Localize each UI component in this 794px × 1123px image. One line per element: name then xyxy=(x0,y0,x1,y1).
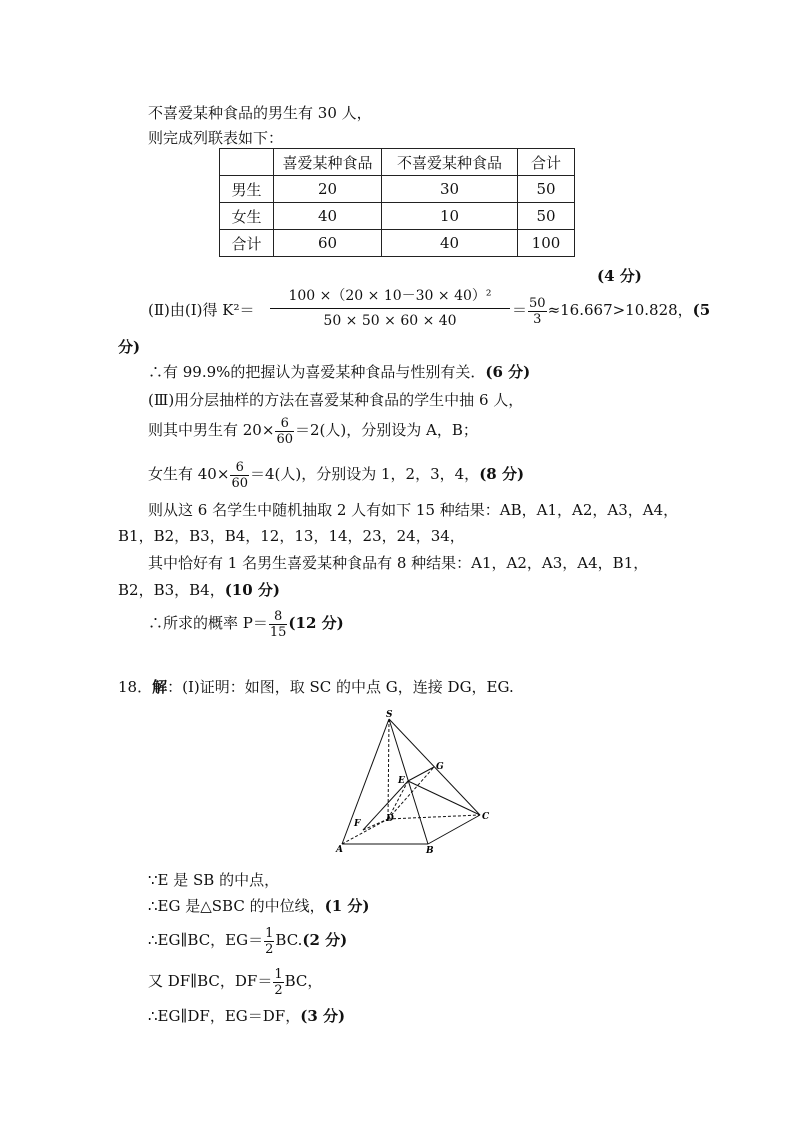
chi-square-fraction xyxy=(270,287,510,330)
fraction-denominator: 3 xyxy=(533,311,542,327)
segment-DG xyxy=(388,767,434,819)
vertex-label: E xyxy=(398,776,405,786)
table-row xyxy=(220,230,575,257)
fraction-denominator: 60 xyxy=(231,475,248,491)
text-span: ∴EG 是△SBC 的中位线， xyxy=(148,897,325,915)
vertex-label: C xyxy=(482,812,490,822)
table-row xyxy=(220,203,575,230)
table-cell: 10 xyxy=(382,203,518,230)
edge-SC xyxy=(389,719,480,815)
text-span: ＝2(人)，分别设为 A，B； xyxy=(294,421,478,439)
text-line: B1，B2，B3，B4，12，13，14，23，24，34， xyxy=(118,527,465,545)
question-heading xyxy=(118,677,514,697)
score-label: (1 分) xyxy=(324,897,370,915)
text-span: 又 DF∥BC，DF＝ xyxy=(148,972,273,990)
vertex-label: S xyxy=(386,710,393,720)
text-line xyxy=(148,963,322,999)
fraction-denominator: 50 × 50 × 60 × 40 xyxy=(323,313,457,329)
vertex-label: F xyxy=(354,819,361,829)
pyramid-figure xyxy=(330,705,500,855)
text-line: ∵E 是 SB 的中点， xyxy=(148,871,280,889)
edge-DC xyxy=(388,815,480,819)
table-cell: 男生 xyxy=(220,176,274,203)
fraction-numerator: 100 ×（20 × 10－30 × 40）² xyxy=(270,287,510,309)
table-cell: 50 xyxy=(518,203,575,230)
equals-sign: ＝ xyxy=(512,301,528,319)
score-label: (3 分) xyxy=(300,1007,346,1025)
fraction-numerator: 1 xyxy=(274,966,283,982)
text-span: ＝4(人)，分别设为 1，2，3，4， xyxy=(249,465,480,483)
table-cell xyxy=(220,149,274,176)
fraction-numerator: 6 xyxy=(230,460,249,476)
fraction-denominator: 60 xyxy=(276,431,293,447)
fraction-denominator: 2 xyxy=(274,982,283,998)
text-line: 其中恰好有 1 名男生喜爱某种食品有 8 种结果：A1，A2，A3，A4，B1， xyxy=(148,554,649,572)
text-span: 则其中男生有 20× xyxy=(148,421,275,439)
text-line xyxy=(148,362,530,382)
fraction-numerator: 8 xyxy=(269,609,288,625)
segment-EC xyxy=(408,781,480,815)
fraction xyxy=(269,609,288,640)
edge-AD xyxy=(342,819,388,844)
score-label: (10 分) xyxy=(224,581,280,599)
formula-result xyxy=(512,292,710,328)
text-line xyxy=(148,896,369,916)
table-cell: 不喜爱某种食品 xyxy=(382,149,518,176)
conclusion-text: ∴有 99.9%的把握认为喜爱某种食品与性别有关． xyxy=(148,363,486,381)
text-span: ∴EG∥DF，EG＝DF， xyxy=(148,1007,301,1025)
fraction xyxy=(275,416,294,447)
vertex-label: D xyxy=(386,814,394,824)
text-span: BC. xyxy=(275,931,303,949)
edge-BC xyxy=(428,815,480,844)
table-cell: 30 xyxy=(382,176,518,203)
formula-suffix: ≈16.667>10.828， xyxy=(547,301,693,319)
vertex-label: G xyxy=(436,762,444,772)
fraction-denominator: 15 xyxy=(269,624,287,640)
vertex-label: A xyxy=(336,845,343,855)
fraction-denominator: 2 xyxy=(265,941,274,957)
score-label: 分) xyxy=(118,338,141,356)
fraction xyxy=(230,460,249,491)
text-span: BC， xyxy=(284,972,323,990)
table-row xyxy=(220,176,575,203)
text-line xyxy=(118,580,280,600)
fraction xyxy=(264,926,274,957)
table-cell: 女生 xyxy=(220,203,274,230)
text-span: B2，B3，B4， xyxy=(118,581,225,599)
segment-EG xyxy=(408,767,434,781)
score-label: (12 分) xyxy=(288,614,344,632)
contingency-table xyxy=(219,148,575,257)
text-line xyxy=(148,412,478,448)
text-span: ：(Ⅰ)证明：如图，取 SC 的中点 G，连接 DG，EG. xyxy=(167,678,514,696)
table-cell: 40 xyxy=(382,230,518,257)
question-number: 18． xyxy=(118,678,153,696)
table-header-row xyxy=(220,149,575,176)
table-cell: 60 xyxy=(274,230,382,257)
text-span: ∴EG∥BC，EG＝ xyxy=(148,931,264,949)
table-cell: 40 xyxy=(274,203,382,230)
score-label: (8 分) xyxy=(479,465,525,483)
text-line: 不喜爱某种食品的男生有 30 人， xyxy=(148,104,372,122)
score-label: (2 分) xyxy=(302,931,348,949)
fraction-numerator: 50 xyxy=(529,295,546,311)
vertex-label: B xyxy=(426,846,434,855)
table-cell: 100 xyxy=(518,230,575,257)
text-line xyxy=(148,922,347,958)
edge-SA xyxy=(342,719,389,844)
score-label: (4 分) xyxy=(597,267,642,285)
fraction-numerator: 6 xyxy=(275,416,294,432)
fraction xyxy=(273,967,283,998)
text-span: ∴所求的概率 P＝ xyxy=(148,614,268,632)
solution-label: 解 xyxy=(152,678,168,696)
table-cell: 喜爱某种食品 xyxy=(274,149,382,176)
text-line xyxy=(148,605,344,641)
table-cell: 合计 xyxy=(220,230,274,257)
text-line xyxy=(148,1006,345,1026)
text-line: (Ⅲ)用分层抽样的方法在喜爱某种食品的学生中抽 6 人， xyxy=(148,391,524,409)
text-line: 则从这 6 名学生中随机抽取 2 人有如下 15 种结果：AB，A1，A2，A3，A4， xyxy=(148,501,679,519)
table-cell: 20 xyxy=(274,176,382,203)
fraction-numerator: 1 xyxy=(265,925,274,941)
score-label: (5 xyxy=(692,301,711,319)
edge-SD xyxy=(388,719,389,819)
text-line xyxy=(148,456,524,492)
text-line: 则完成列联表如下： xyxy=(148,129,284,147)
segment-FD xyxy=(363,819,388,830)
text-span: 女生有 40× xyxy=(148,465,230,483)
score-label: (6 分) xyxy=(485,363,531,381)
formula-prefix: (Ⅱ)由(Ⅰ)得 K²＝ xyxy=(148,301,255,319)
table-cell: 50 xyxy=(518,176,575,203)
table-cell: 合计 xyxy=(518,149,575,176)
fraction xyxy=(528,296,547,327)
